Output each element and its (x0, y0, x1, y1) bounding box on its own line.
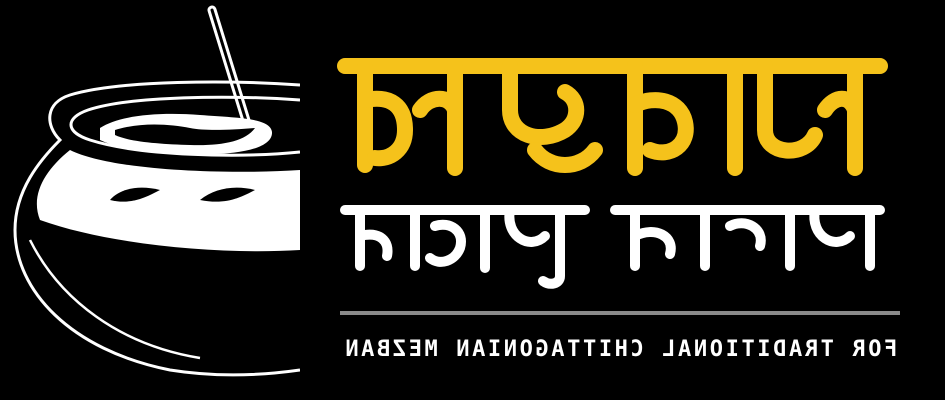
divider-line (340, 311, 900, 315)
brand-title-script (335, 50, 895, 178)
brand-subtitle-script (335, 196, 895, 290)
cooking-pot-icon (0, 0, 300, 400)
tagline: FOR TRADITIONAL CHITTAGONIAN MEZBAN (342, 337, 898, 362)
